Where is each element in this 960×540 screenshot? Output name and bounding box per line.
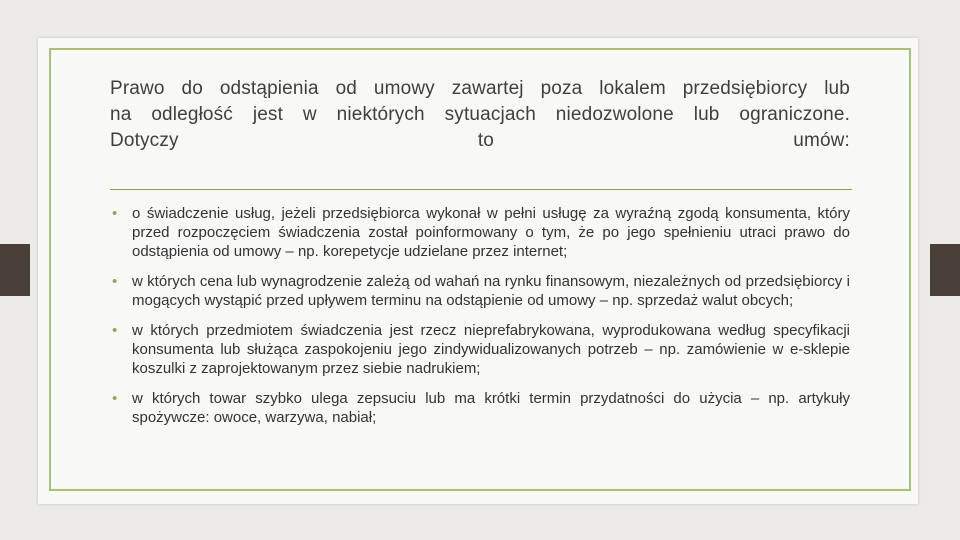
bullet-item-services [110,204,850,261]
bullet-list [110,204,850,438]
right-side-tab [930,244,960,296]
bullet-text: o świadczenie usług, jeżeli przedsiębiorca wykonał w pełni usługę za wyraźną zgodą konsumenta, który przed rozpoczęciem świadczenia został poinformowany o tym, że po jego spełnieniu utraci prawo do odstąpienia od umowy – np. korepetycje udzielane przez internet; [132,205,850,260]
bullet-text: w których cena lub wynagrodzenie zależą od wahań na rynku finansowym, niezależnych od przedsiębiorcy i mogących wystąpić przed upływem terminu na odstąpienie od umowy – np. sprzedaż walut obcych; [132,273,850,309]
slide-title [110,76,850,154]
bullet-marker: • [112,322,118,339]
title-line-3: Dotyczy to umów: [110,130,850,151]
title-line-2: na odległość jest w niektórych sytuacjach niedozwolone lub ograniczone. [110,104,850,125]
bullet-marker: • [112,205,118,222]
left-side-tab [0,244,30,296]
title-divider [110,189,852,190]
bullet-item-financial-market [110,272,850,310]
bullet-marker: • [112,390,118,407]
bullet-item-custom-goods [110,321,850,378]
bullet-text: w których towar szybko ulega zepsuciu lub ma krótki termin przydatności do użycia – np. artykuły spożywcze: owoce, warzywa, nabiał; [132,390,850,426]
bullet-text: w których przedmiotem świadczenia jest rzecz nieprefabrykowana, wyprodukowana według specyfikacji konsumenta lub służąca zaspokojeniu jego zindywidualizowanych potrzeb – np. zamówienie w e-sklepie koszulki z zaprojektowanym przez siebie nadrukiem; [132,322,850,377]
bullet-marker: • [112,273,118,290]
title-line-1: Prawo do odstąpienia od umowy zawartej poza lokalem przedsiębiorcy lub [110,78,850,99]
bullet-item-perishable-goods [110,389,850,427]
